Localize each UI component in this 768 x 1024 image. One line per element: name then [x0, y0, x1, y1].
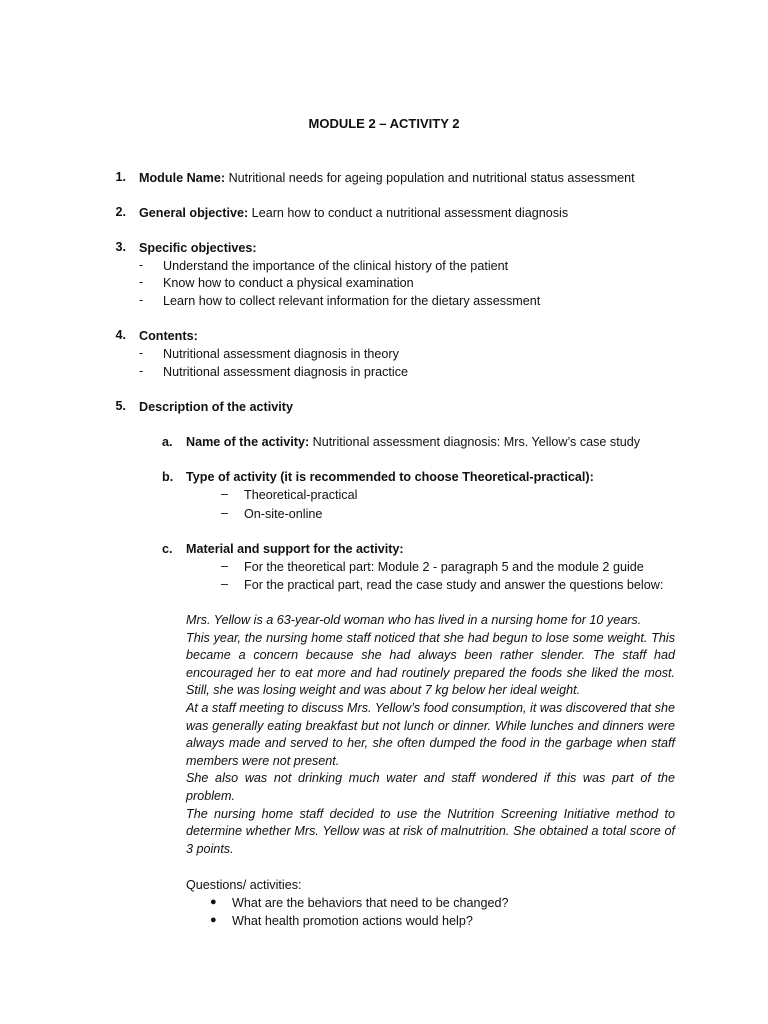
dash-bullet: -: [139, 364, 144, 378]
document-title: MODULE 2 – ACTIVITY 2: [308, 116, 460, 131]
case-paragraph: Mrs. Yellow is a 63-year-old woman who has lived in a nursing home for 10 years.: [186, 613, 642, 627]
item-number: 3.: [115, 240, 126, 254]
item-label: Description of the activity: [139, 400, 293, 414]
en-dash-bullet: –: [221, 559, 229, 573]
case-study: [186, 612, 675, 858]
list-item: Nutritional assessment diagnosis in theory: [163, 347, 399, 361]
subitem-label: Type of activity (it is recommended to choose Theoretical-practical):: [186, 470, 594, 484]
item-label: Specific objectives:: [139, 241, 257, 255]
en-dash-bullet: –: [221, 487, 229, 501]
list-item: For the practical part, read the case study and answer the questions below:: [244, 578, 664, 592]
dash-bullet: -: [139, 258, 144, 272]
subitem-text: Nutritional assessment diagnosis: Mrs. Yellow’s case study: [309, 435, 641, 449]
question-item: What are the behaviors that need to be changed?: [232, 896, 509, 910]
case-paragraph: At a staff meeting to discuss Mrs. Yellow’s food consumption, it was discovered that she was generally eating breakfast but not lunch or dinner. While lunches and dinners were always made and served to her, she often dumped the food in the garbage when staff members were not present.: [186, 700, 675, 768]
list-item: Understand the importance of the clinical history of the patient: [163, 259, 509, 273]
item-number: 4.: [115, 328, 126, 342]
item-text: Nutritional needs for ageing population and nutritional status assessment: [225, 171, 635, 185]
list-item: Learn how to collect relevant information for the dietary assessment: [163, 294, 541, 308]
list-item: Nutritional assessment diagnosis in practice: [163, 365, 408, 379]
item-label: Contents:: [139, 329, 198, 343]
subitem-letter: c.: [162, 542, 173, 556]
case-paragraph: The nursing home staff decided to use the Nutrition Screening Initiative method to determine whether Mrs. Yellow was at risk of malnutrition. She obtained a total score of 3 points.: [186, 806, 675, 856]
dash-bullet: -: [139, 346, 144, 360]
list-item: Know how to conduct a physical examination: [163, 276, 414, 290]
list-item: Theoretical-practical: [244, 488, 358, 502]
list-item: On-site-online: [244, 507, 323, 521]
dash-bullet: -: [139, 293, 144, 307]
case-paragraph: She also was not drinking much water and staff wondered if this was part of the problem.: [186, 771, 675, 803]
en-dash-bullet: –: [221, 577, 229, 591]
item-number: 5.: [115, 399, 126, 413]
subitem-label: Material and support for the activity:: [186, 542, 404, 556]
bullet-icon: ●: [210, 914, 217, 926]
en-dash-bullet: –: [221, 506, 229, 520]
subitem-letter: b.: [162, 470, 174, 484]
item-number: 1.: [115, 170, 126, 184]
item-number: 2.: [115, 205, 126, 219]
subitem-letter: a.: [162, 435, 173, 449]
item-label: Module Name:: [139, 171, 226, 185]
list-item: For the theoretical part: Module 2 - paragraph 5 and the module 2 guide: [244, 560, 644, 574]
case-paragraph: This year, the nursing home staff noticed that she had begun to lose some weight. This became a concern because she had always been rather slender. The staff had encouraged her to eat more and had routinely prepared the foods she liked the most. Still, she was losing weight and was about 7 kg below her ideal weight.: [186, 630, 675, 698]
question-item: What health promotion actions would help?: [232, 914, 473, 928]
subitem-label: Name of the activity:: [186, 435, 310, 449]
dash-bullet: -: [139, 275, 144, 289]
bullet-icon: ●: [210, 896, 217, 908]
questions-heading: Questions/ activities:: [186, 878, 302, 892]
item-label: General objective:: [139, 206, 249, 220]
item-text: Learn how to conduct a nutritional assessment diagnosis: [248, 206, 569, 220]
